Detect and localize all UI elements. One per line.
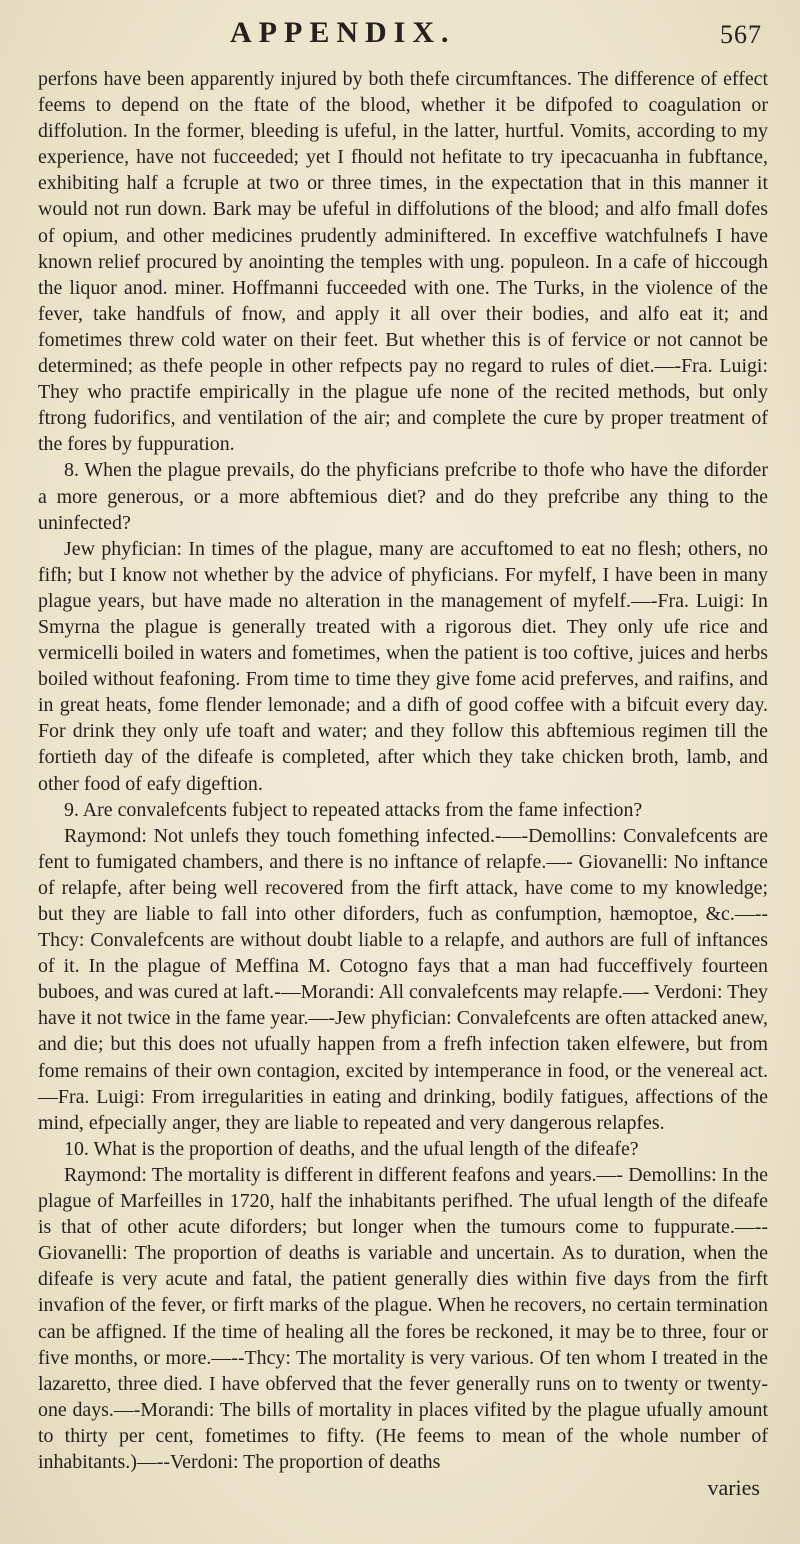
page-body — [38, 66, 768, 1501]
paragraph: 9. Are convalefcents fubject to repeated attacks from the fame infection? — [64, 798, 643, 821]
paragraph: Jew phyfician: In times of the plague, many are accuftomed to eat no flesh; others, no fifh; but I know not whether by the advice of phyficians. For myfelf, I have been in many plague years, but have made no alteration in the management of myfelf.—-Fra. Luigi: In Smyrna the plague is generally treated with a rigorous diet. They only ufe rice and vermicelli boiled in waters and fometimes, when the patient is too coftive, juices and herbs boiled without feafoning. From time to time they give fome acid preferves, and raifins, and in great heats, fome flender lemonade; and a difh of good coffee with a bifcuit every day. For drink they only ufe toaft and water; and they follow this abftemious regimen till the fortieth day of the difeafe is completed, after which they take chicken broth, lamb, and other food of eafy digeftion. — [38, 537, 768, 795]
paragraph: perfons have been apparently injured by both thefe circumftances. The difference of effect feems to depend on the ftate of the blood, whether it be difpofed to coagulation or diffolution. In the former, bleeding is ufeful, in the latter, hurtful. Vomits, according to my experience, have not fucceeded; yet I fhould not hefitate to try ipecacuanha in fubftance, exhibiting half a fcruple at two or three times, in the expectation that in this manner it would not run down. Bark may be ufeful in diffolutions of the blood; and alfo fmall dofes of opium, and other medicines prudently adminiftered. In exceffive watchfulnefs I have known relief procured by anointing the temples with ung. populeon. In a cafe of hiccough the liquor anod. miner. Hoffmanni fucceeded with one. The Turks, in the violence of the fever, take handfuls of fnow, and apply it all over their bodies, and alfo eat it; and fometimes threw cold water on their feet. But whether this is of fervice or not cannot be determined; as thefe people in other refpects pay no regard to rules of diet.—-Fra. Luigi: They who practife empirically in the plague ufe none of the recited methods, but only ftrong fudorifics, and ventilation of the air; and complete the cure by proper treatment of the fores by fuppuration. — [38, 68, 768, 456]
paragraph: 8. When the plague prevails, do the phyficians prefcribe to thofe who have the diforder a more generous, or a more abftemious diet? and do they prefcribe any thing to the uninfected? — [38, 459, 768, 534]
running-header — [38, 8, 768, 66]
page-title: APPENDIX. — [230, 16, 456, 49]
paragraph: Raymond: The mortality is different in different feafons and years.—- Demollins: In the plague of Marfeilles in 1720, half the inhabitants perifhed. The ufual length of the difeafe is that of other acute diforders; but longer when the tumours come to fuppurate.—--Giovanelli: The proportion of deaths is variable and uncertain. As to duration, when the difeafe is very acute and fatal, the patient generally dies within five days from the firft invafion of the fever, or firft marks of the plague. When he recovers, no certain termination can be affigned. If the time of healing all the fores be reckoned, it may be to three, four or five months, or more.—--Thcy: The mortality is very various. Of ten whom I treated in the lazaretto, three died. I have obferved that the fever generally runs on to twenty or twenty-one days.—-Morandi: The bills of mortality in places vifited by the plague ufually amount to thirty per cent, fometimes to fifty. (He feems to mean of the whole number of inhabitants.)—--Verdoni: The proportion of deaths — [38, 1163, 768, 1473]
page-number: 567 — [720, 20, 762, 49]
paragraph: 10. What is the proportion of deaths, and the ufual length of the difeafe? — [64, 1137, 639, 1160]
catchword: varies — [707, 1475, 760, 1501]
paragraph: Raymond: Not unlefs they touch fomething infected.-—-Demollins: Convalefcents are fent to fumigated chambers, and there is no inftance of relapfe.—- Giovanelli: No inftance of relapfe, after being well recovered from the firft attack, have come to my knowledge; but they are liable to fall into other diforders, fuch as confumption, hæmoptoe, &c.—--Thcy: Convalefcents are without doubt liable to a relapfe, and authors are full of inftances of it. In the plague of Meffina M. Cotogno fays that a man had fucceffively fourteen buboes, and was cured at laft.-—Morandi: All convalefcents may relapfe.—- Verdoni: They have it not twice in the fame year.—-Jew phyfician: Convalefcents are often attacked anew, and die; but this does not ufually happen from a frefh infection taken elfewere, but from fome remains of their own contagion, excited by intemperance in food, or the venereal act.—Fra. Luigi: From irregularities in eating and drinking, bodily fatigues, affections of the mind, efpecially anger, they are liable to repeated and very dangerous relapfes. — [38, 824, 768, 1134]
